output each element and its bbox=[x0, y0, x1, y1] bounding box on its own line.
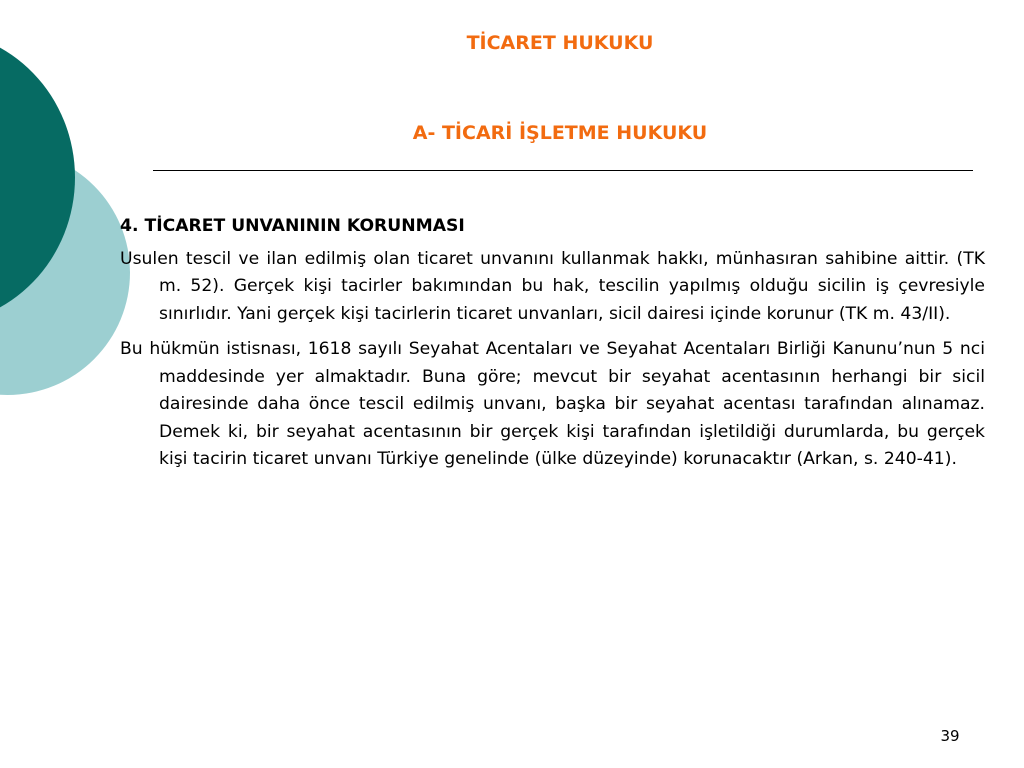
body-paragraph: Usulen tescil ve ilan edilmiş olan ticaret unvanını kullanmak hakkı, münhasıran sahibine aittir. (TK m. 52). Gerçek kişi tacirler bakımından bu hak, tescilin yapılmış olduğu sicilin iş çevresiyle sınırlıdır. Yani gerçek kişi tacirlerin ticaret unvanları, sicil dairesi içinde korunur (TK m. 43/II). bbox=[120, 248, 985, 324]
page-number: 39 bbox=[940, 727, 960, 745]
body-paragraph: Bu hükmün istisnası, 1618 sayılı Seyahat Acentaları ve Seyahat Acentaları Birliği Kanunu’nun 5 nci maddesinde yer almaktadır. Buna göre; mevcut bir seyahat acentasının herhangi bir sicil dairesinde daha önce tescil edilmiş unvanı, başka bir seyahat acentası tarafından alınamaz. Demek ki, bir seyahat acentasının bir gerçek kişi tarafından işletildiği durumlarda, bu gerçek kişi tacirin ticaret unvanı Türkiye genelinde (ülke düzeyinde) korunacaktır (Arkan, s. 240-41). bbox=[120, 339, 985, 469]
section-heading: 4. TİCARET UNVANININ KORUNMASI bbox=[120, 216, 465, 236]
slide-subtitle: A- TİCARİ İŞLETME HUKUKU bbox=[412, 122, 708, 144]
slide-title: TİCARET HUKUKU bbox=[466, 32, 654, 54]
divider-line bbox=[153, 170, 973, 171]
slide-body bbox=[120, 213, 985, 482]
